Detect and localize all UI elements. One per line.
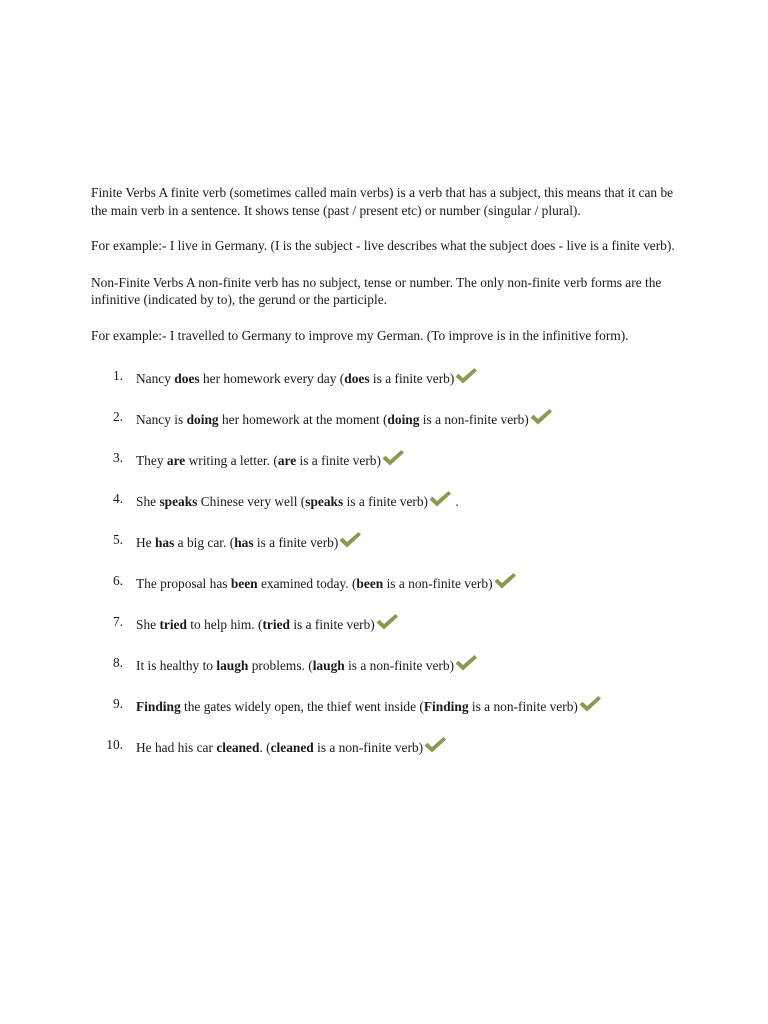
list-item — [91, 695, 691, 736]
list-number: 7. — [112, 613, 123, 629]
checkmark-icon — [454, 654, 478, 672]
verb-highlight: tried — [159, 616, 187, 632]
verb-highlight: has — [154, 534, 175, 550]
verb-highlight: are — [277, 452, 297, 468]
document-page — [91, 184, 691, 777]
checkmark-icon — [423, 736, 447, 754]
list-item — [91, 736, 691, 777]
list-item — [91, 654, 691, 695]
checkmark-icon — [578, 695, 602, 713]
verb-highlight: does — [344, 370, 370, 386]
verb-highlight: laugh — [312, 657, 345, 673]
checkmark-icon — [428, 490, 452, 508]
list-item — [91, 572, 691, 613]
list-number: 5. — [112, 531, 123, 547]
checkmark-icon — [454, 367, 478, 385]
checkmark-icon — [338, 531, 362, 549]
verb-highlight: doing — [387, 411, 420, 427]
verb-highlight: speaks — [305, 493, 344, 509]
paragraph-non-finite-verbs-definition: Non-Finite Verbs A non-finite verb has no subject, tense or number. The only non-finite verb forms are the infinitive (indicated by to), the gerund or the participle. — [91, 274, 662, 308]
list-item — [91, 531, 691, 572]
list-item — [91, 490, 691, 531]
checkmark-icon — [381, 449, 405, 467]
verb-highlight: cleaned — [270, 739, 314, 755]
list-text: He had his car cleaned. (cleaned is a non-finite verb) — [136, 736, 447, 756]
verb-highlight: has — [234, 534, 254, 550]
list-text: Nancy does her homework every day (does is a finite verb) — [136, 367, 478, 387]
verb-highlight: doing — [186, 411, 219, 427]
list-text: She speaks Chinese very well (speaks is a finite verb) . — [136, 490, 459, 510]
verb-highlight: speaks — [159, 493, 198, 509]
list-text: Nancy is doing her homework at the moment (doing is a non-finite verb) — [136, 408, 553, 428]
list-number: 8. — [112, 654, 123, 670]
list-number: 4. — [112, 490, 123, 506]
verb-highlight: Finding — [423, 698, 469, 714]
list-number: 6. — [112, 572, 123, 588]
list-item — [91, 613, 691, 654]
examples-list — [91, 367, 691, 777]
list-number: 9. — [112, 695, 123, 711]
checkmark-icon — [493, 572, 517, 590]
list-item — [91, 408, 691, 449]
verb-highlight: been — [230, 575, 258, 591]
checkmark-icon — [375, 613, 399, 631]
list-number: 10. — [106, 736, 123, 752]
list-text: She tried to help him. (tried is a finite verb) — [136, 613, 399, 633]
list-item — [91, 367, 691, 408]
paragraph-finite-verbs-definition: Finite Verbs A finite verb (sometimes called main verbs) is a verb that has a subject, this means that it can be the main verb in a sentence. It shows tense (past / present etc) or number (singular / plural). — [91, 185, 674, 218]
verb-highlight: tried — [262, 616, 290, 632]
list-text: They are writing a letter. (are is a finite verb) — [136, 449, 405, 469]
verb-highlight: are — [166, 452, 186, 468]
list-text: He has a big car. (has is a finite verb) — [136, 531, 362, 551]
list-number: 2. — [112, 408, 123, 424]
paragraph-finite-verbs-example: For example:- I live in Germany. (I is the subject - live describes what the subject does - live is a finite verb). — [91, 238, 675, 254]
list-number: 1. — [112, 367, 123, 383]
verb-highlight: does — [174, 370, 200, 386]
list-number: 3. — [112, 449, 123, 465]
verb-highlight: been — [356, 575, 384, 591]
verb-highlight: laugh — [216, 657, 249, 673]
verb-highlight: Finding — [136, 698, 181, 714]
paragraph-non-finite-verbs-example: For example:- I travelled to Germany to improve my German. (To improve is in the infinitive form). — [91, 327, 629, 343]
list-text: It is healthy to laugh problems. (laugh is a non-finite verb) — [136, 654, 478, 674]
verb-highlight: cleaned — [216, 739, 260, 755]
list-item — [91, 449, 691, 490]
list-text: Finding the gates widely open, the thief went inside (Finding is a non-finite verb) — [136, 695, 602, 715]
checkmark-icon — [529, 408, 553, 426]
list-text: The proposal has been examined today. (been is a non-finite verb) — [136, 572, 517, 592]
